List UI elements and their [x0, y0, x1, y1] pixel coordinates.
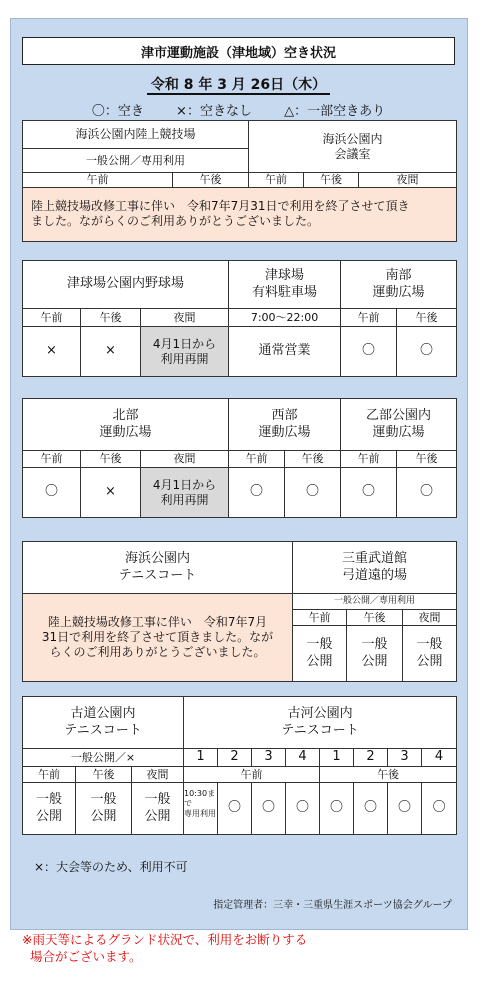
block2-a-pm: × — [81, 327, 141, 377]
block1-h-pm-b: 午後 — [304, 173, 359, 188]
block4-notice-line2: 31日で利用を終了させて頂きました。なが — [41, 630, 274, 644]
block2-table — [22, 260, 457, 377]
block1-venue-b — [249, 121, 457, 173]
block5-pm-court-2: 〇 — [354, 783, 388, 835]
block4-b-am — [293, 626, 347, 682]
block4-h-night: 夜間 — [403, 610, 457, 626]
block1-h-am-b: 午前 — [249, 173, 304, 188]
block4-b-pm — [347, 626, 403, 682]
block2-venue-b — [229, 261, 341, 309]
date-text: 令和 8 年 3 月 26日（木） — [147, 77, 330, 95]
block5-court-am-2: 2 — [218, 749, 252, 767]
block5-a-pm — [76, 783, 132, 835]
block2-c-am: 〇 — [341, 327, 397, 377]
block5-a-pm-line1: 一般 — [90, 792, 117, 808]
block2-a-night — [141, 327, 229, 377]
block4-venue-a — [23, 542, 293, 594]
block1-venue-b-line1: 海浜公園内 — [322, 131, 383, 146]
block3-h-am-c: 午前 — [341, 451, 397, 468]
block3-h-am: 午前 — [23, 451, 81, 468]
rain-notice — [22, 932, 307, 966]
block1-notice — [23, 187, 457, 241]
block3-h-pm: 午後 — [81, 451, 141, 468]
legend — [22, 100, 455, 119]
block2-h-night: 夜間 — [141, 309, 229, 327]
block3-c-pm: 〇 — [397, 468, 457, 518]
block5-venue-b-line1: 古河公園内 — [287, 706, 353, 722]
block5-court-pm-4: 4 — [422, 749, 457, 767]
legend-full: ×：空きなし — [176, 104, 252, 119]
block5-court-pm-3: 3 — [388, 749, 422, 767]
block4-venue-b — [293, 542, 457, 594]
block2-venue-c-line2: 運動広場 — [372, 284, 425, 300]
block3-venue-a — [23, 399, 229, 451]
block5-h-am: 午前 — [23, 767, 76, 783]
block5-court-pm-2: 2 — [354, 749, 388, 767]
block2-h-am-c: 午前 — [341, 309, 397, 327]
block5-venue-a-line1: 古道公園内 — [70, 706, 136, 722]
block5-a-night-line1: 一般 — [144, 792, 171, 808]
block4-b-pm-line1: 一般 — [361, 637, 388, 653]
block5-venue-b — [184, 697, 457, 749]
block2-venue-b-line2: 有料駐車場 — [252, 284, 318, 300]
block5-am-court-1-line2: 専用利用 — [184, 809, 217, 818]
block5-am-court-1 — [184, 783, 218, 835]
block5-h-pm-courts: 午後 — [320, 767, 457, 783]
block4-venue-b-line2: 弓道遠的場 — [342, 567, 408, 583]
block5-venue-a — [23, 697, 184, 749]
block5-am-court-3: 〇 — [252, 783, 286, 835]
block4-h-am: 午前 — [293, 610, 347, 626]
block5-court-am-1: 1 — [184, 749, 218, 767]
block2-c-pm: 〇 — [397, 327, 457, 377]
footnote-unavailable: ×：大会等のため、利用不可 — [34, 860, 188, 874]
block5-a-night — [132, 783, 184, 835]
block4-notice-line3: らくのご利用ありがとうございました。 — [49, 645, 266, 659]
block1-venue-a-usage: 一般公開／専用利用 — [23, 149, 249, 173]
block5-am-court-1-line1: 10:30まで — [184, 789, 216, 808]
block4-venue-a-line1: 海浜公園内 — [124, 551, 190, 567]
block3-c-am: 〇 — [341, 468, 397, 518]
block3-venue-c — [341, 399, 457, 451]
block5-am-court-4: 〇 — [286, 783, 320, 835]
block4-b-am-line2: 公開 — [306, 653, 333, 669]
block5-pm-court-4: 〇 — [422, 783, 457, 835]
block5-court-am-4: 4 — [286, 749, 320, 767]
block5-pm-court-1: 〇 — [320, 783, 354, 835]
block3-b-am: 〇 — [229, 468, 285, 518]
manager-credit: 指定管理者：三幸・三重県生涯スポーツ協会グループ — [213, 900, 452, 911]
block5-h-pm: 午後 — [76, 767, 132, 783]
block2-b-status: 通常営業 — [229, 327, 341, 377]
block3-h-pm-c: 午後 — [397, 451, 457, 468]
block3-venue-b-line1: 西部 — [271, 408, 298, 424]
block4-b-night — [403, 626, 457, 682]
block3-venue-c-line2: 運動広場 — [372, 424, 425, 440]
block1-h-night-b: 夜間 — [359, 173, 457, 188]
block5-a-am-line2: 公開 — [35, 808, 62, 824]
block3-a-am: 〇 — [23, 468, 81, 518]
block4-notice — [23, 594, 293, 682]
block4-h-pm: 午後 — [347, 610, 403, 626]
block4-venue-a-line2: テニスコート — [118, 567, 197, 583]
block5-h-am-courts: 午前 — [184, 767, 320, 783]
block2-venue-c — [341, 261, 457, 309]
block3-venue-a-line2: 運動広場 — [99, 424, 152, 440]
block1-h-am: 午前 — [23, 173, 173, 188]
block2-h-pm-c: 午後 — [397, 309, 457, 327]
block5-venue-a-line2: テニスコート — [64, 722, 142, 738]
legend-open: 〇：空き — [91, 104, 144, 119]
block4-venue-b-usage: 一般公開／専用利用 — [293, 594, 457, 610]
block2-a-night-line1: 4月1日から — [152, 336, 217, 351]
block1-table — [22, 120, 457, 242]
block5-a-night-line2: 公開 — [144, 808, 171, 824]
block4-b-am-line1: 一般 — [306, 637, 333, 653]
block3-venue-b — [229, 399, 341, 451]
block2-hours: 7:00～22:00 — [229, 309, 341, 327]
block2-venue-a: 津球場公園内野球場 — [23, 261, 229, 309]
block1-notice-line1: 陸上競技場改修工事に伴い 令和7年7月31日で利用を終了させて頂き — [31, 199, 410, 214]
block3-b-pm: 〇 — [285, 468, 341, 518]
block5-pm-court-3: 〇 — [388, 783, 422, 835]
block2-h-am: 午前 — [23, 309, 81, 327]
block5-venue-b-line2: テニスコート — [281, 722, 359, 738]
rain-notice-line2: 場合がございます。 — [29, 948, 142, 964]
rain-notice-line1: ※雨天等によるグランド状況で、利用をお断りする — [22, 932, 308, 947]
block4-b-night-line2: 公開 — [416, 653, 443, 669]
block5-a-am-line1: 一般 — [35, 792, 62, 808]
block3-h-am-b: 午前 — [229, 451, 285, 468]
block2-a-night-line2: 利用再開 — [160, 351, 209, 366]
block4-table — [22, 541, 457, 682]
block2-venue-c-line1: 南部 — [385, 268, 412, 284]
block5-venue-a-usage: 一般公開／× — [23, 749, 184, 767]
block1-venue-a: 海浜公園内陸上競技場 — [23, 121, 249, 149]
block1-notice-line2: ました。ながらくのご利用ありがとうございました。 — [31, 214, 320, 229]
block1-venue-b-line2: 会議室 — [334, 146, 371, 161]
block3-a-night-line2: 利用再開 — [160, 492, 209, 507]
block3-venue-c-line1: 乙部公園内 — [366, 408, 432, 424]
block4-b-night-line1: 一般 — [416, 637, 443, 653]
block2-h-pm: 午後 — [81, 309, 141, 327]
block3-a-night — [141, 468, 229, 518]
block3-venue-a-line1: 北部 — [112, 408, 139, 424]
block1-h-pm: 午後 — [173, 173, 249, 188]
block5-table — [22, 696, 457, 835]
block5-a-pm-line2: 公開 — [90, 808, 117, 824]
block2-a-am: × — [23, 327, 81, 377]
block5-am-court-2: 〇 — [218, 783, 252, 835]
block3-venue-b-line2: 運動広場 — [258, 424, 311, 440]
block3-table — [22, 398, 457, 518]
block4-notice-line1: 陸上競技場改修工事に伴い 令和7年7月 — [47, 615, 268, 629]
legend-partial: △：一部空きあり — [284, 104, 386, 119]
block3-h-night: 夜間 — [141, 451, 229, 468]
date-heading — [22, 74, 455, 94]
block3-a-night-line1: 4月1日から — [152, 477, 217, 492]
block4-b-pm-line2: 公開 — [361, 653, 388, 669]
page-title: 津市運動施設（津地域）空き状況 — [22, 37, 455, 65]
block5-h-night: 夜間 — [132, 767, 184, 783]
block3-h-pm-b: 午後 — [285, 451, 341, 468]
block4-venue-b-line1: 三重武道館 — [342, 551, 408, 567]
block5-court-am-3: 3 — [252, 749, 286, 767]
block5-court-pm-1: 1 — [320, 749, 354, 767]
block5-a-am — [23, 783, 76, 835]
block3-a-pm: × — [81, 468, 141, 518]
block2-venue-b-line1: 津球場 — [265, 268, 305, 284]
